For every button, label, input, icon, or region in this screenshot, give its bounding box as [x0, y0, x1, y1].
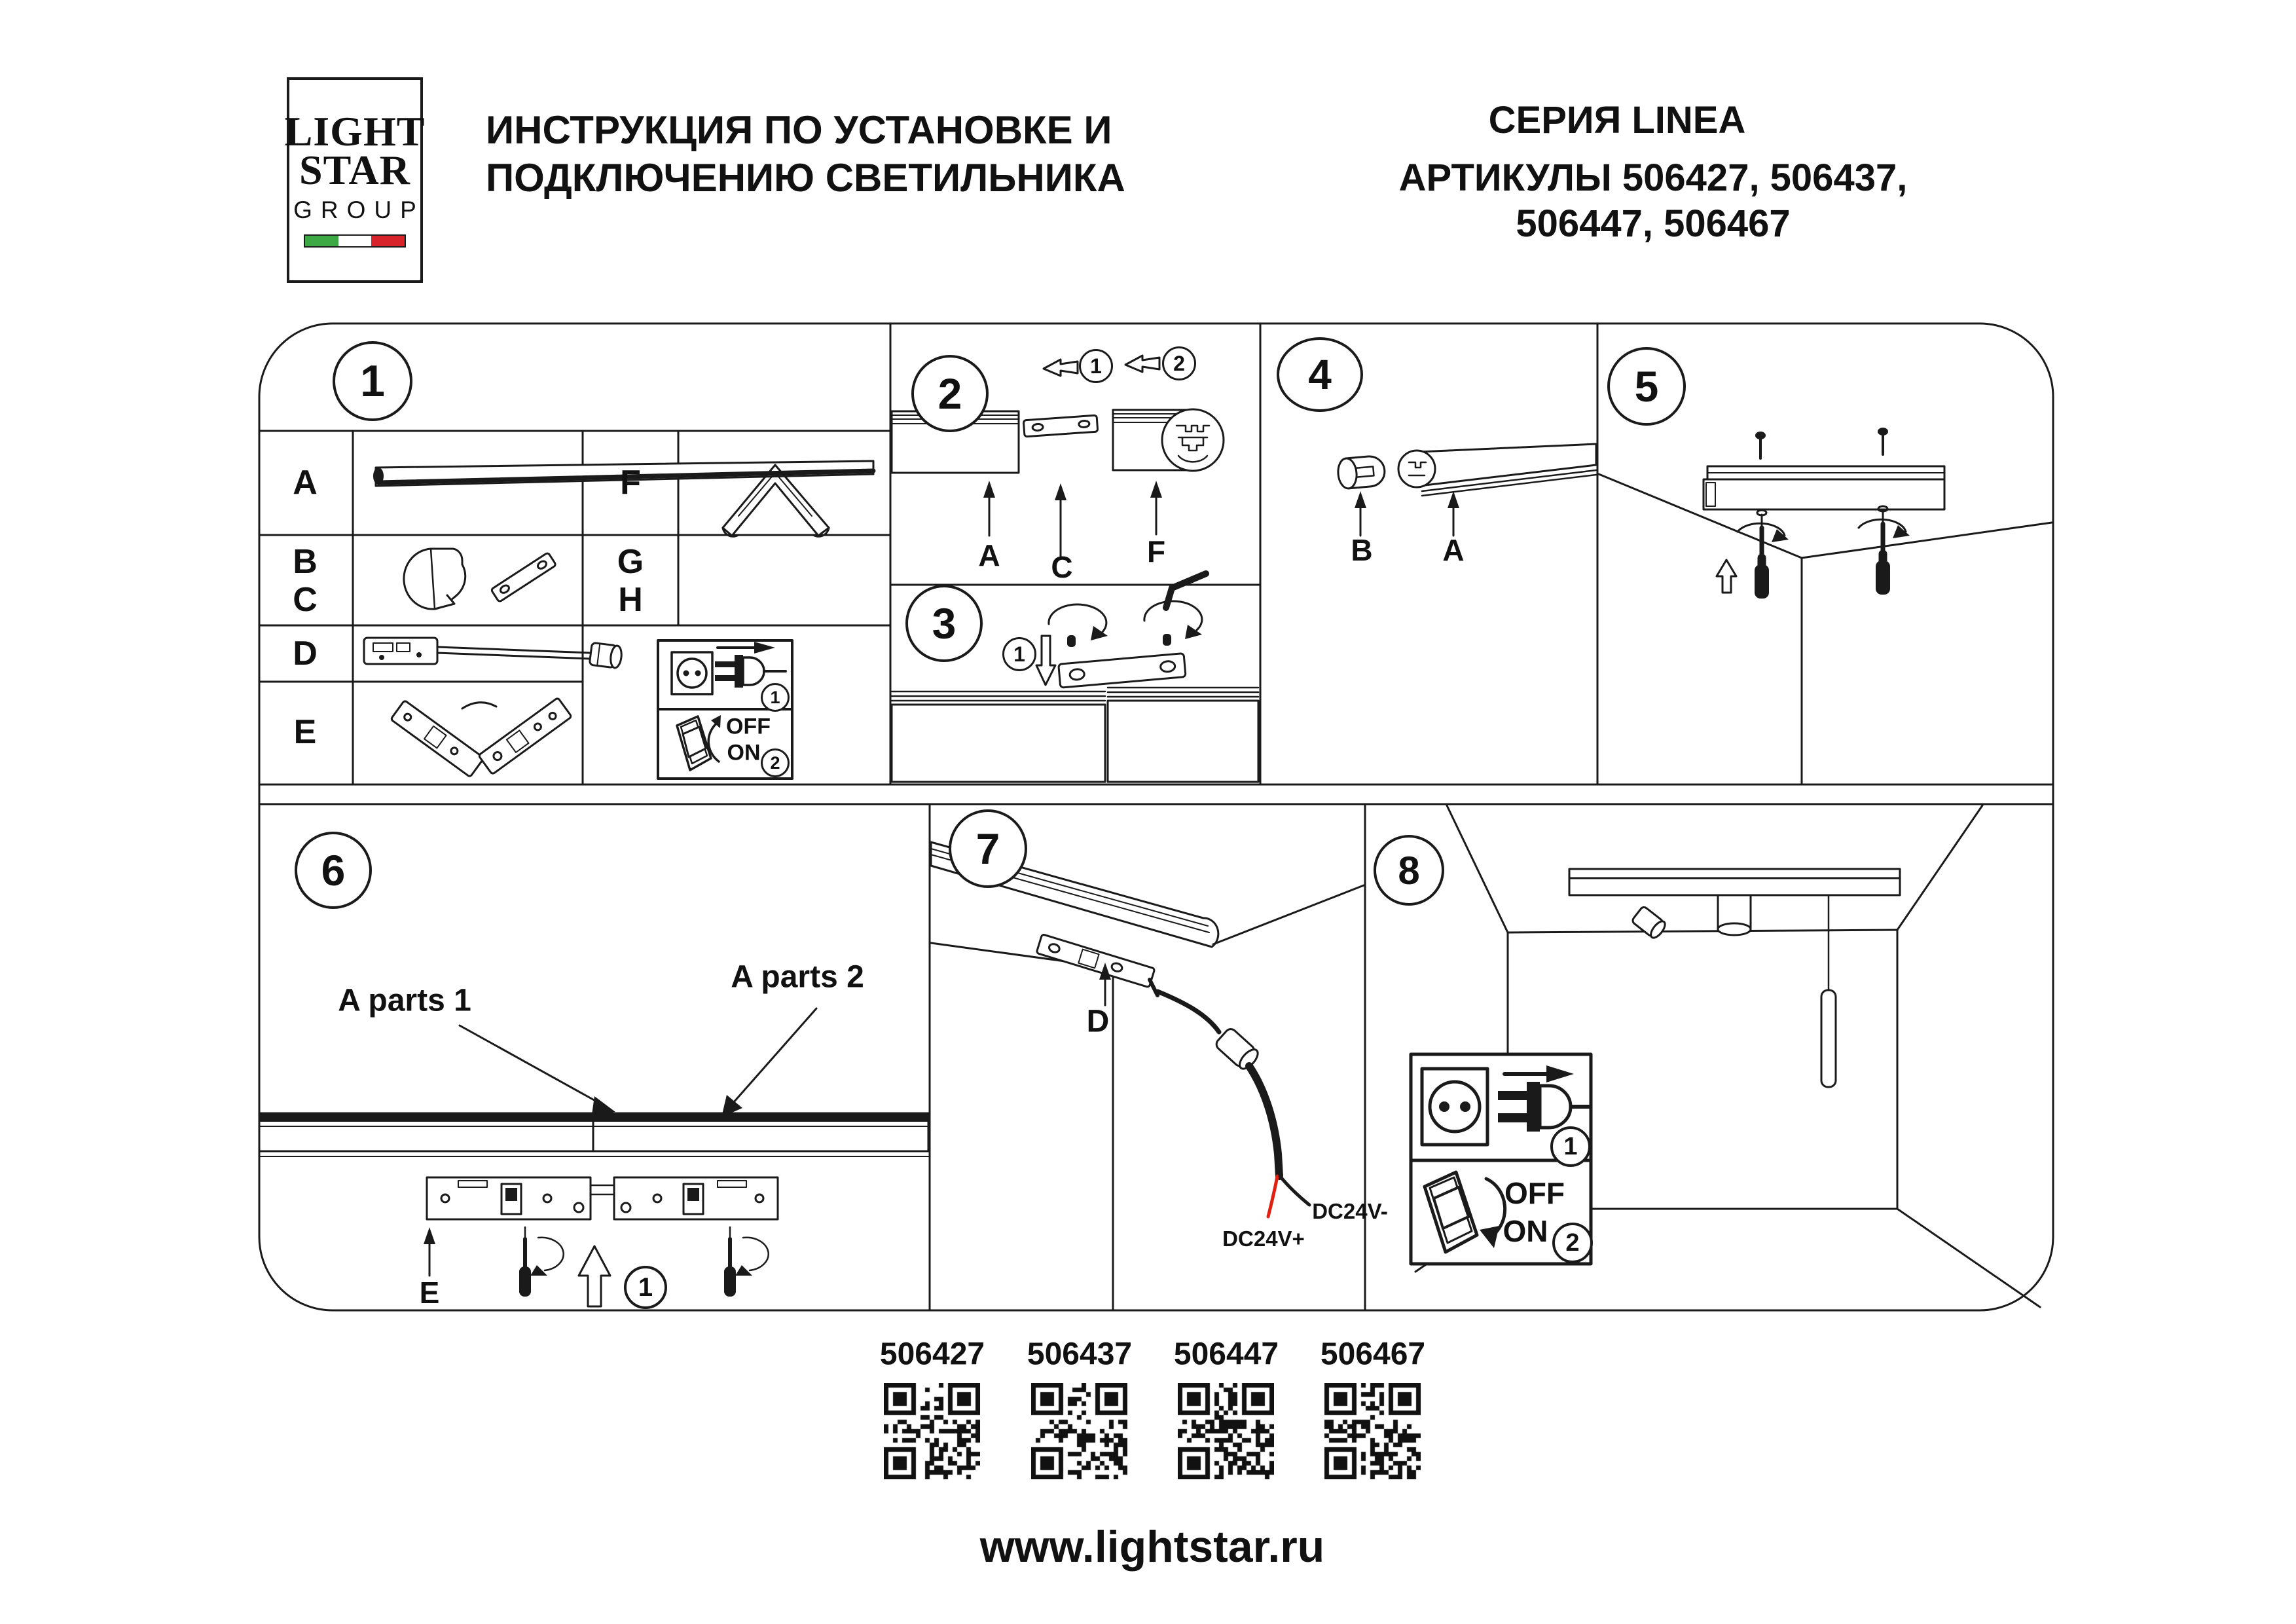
part-label-e: E [293, 713, 317, 751]
label-dc24v-minus: DC24V- [1312, 1199, 1388, 1223]
puck-light-icon [1718, 895, 1751, 935]
part-label-d: D [293, 635, 318, 673]
hollow-arrow-left-icon [1125, 356, 1159, 372]
callout-e: E [419, 1276, 440, 1310]
part-d-feed-icon [364, 638, 623, 669]
badge-1: 1 [1002, 637, 1036, 671]
endcap-b-icon [1337, 455, 1386, 489]
badge-1: 1 [1079, 349, 1113, 383]
badge-1: 1 [761, 683, 790, 712]
badge-2: 2 [761, 748, 790, 777]
switch-off-label: OFF [1504, 1176, 1565, 1210]
callout-b: B [1351, 533, 1373, 567]
step-1-number: 1 [333, 341, 412, 421]
cable-coupler-icon [1214, 1027, 1261, 1073]
callout-f: F [1146, 534, 1166, 568]
connector-e-icon [427, 1177, 778, 1219]
callout-a: A [978, 538, 1000, 572]
wire-minus [1280, 1176, 1309, 1205]
step5-drawing [1599, 429, 2052, 783]
socket-icon [672, 652, 712, 694]
hollow-arrow-left-icon [1044, 360, 1078, 376]
part-label-g: G [617, 543, 644, 581]
title-line-1: ИНСТРУКЦИЯ ПО УСТАНОВКЕ И [486, 108, 1112, 152]
label-a-parts-1: A parts 1 [338, 983, 471, 1018]
articles-line-1: АРТИКУЛЫ 506427, 506437, [1398, 157, 1908, 199]
website-url: www.lightstar.ru [979, 1522, 1325, 1572]
qr-label-506447: 506447 [1173, 1337, 1279, 1372]
step-2-number: 2 [911, 355, 989, 432]
callout-c: C [1051, 550, 1073, 584]
socket-icon [1422, 1069, 1487, 1145]
part-label-h: H [618, 581, 643, 619]
part-label-a: A [293, 464, 318, 502]
step-4-number: 4 [1277, 337, 1363, 412]
pendant-light-icon [1821, 895, 1836, 1087]
logo-word-light: LIGHT [284, 108, 426, 155]
spot-light-icon [1631, 906, 1668, 940]
part-c-strip-icon [491, 553, 556, 602]
power-cable [1249, 1066, 1279, 1176]
screwdriver-icon [1859, 506, 1910, 595]
badge-1: 1 [624, 1266, 667, 1309]
screwdriver-icon [724, 1227, 769, 1297]
part-label-f: F [620, 464, 641, 502]
qr-label-506467: 506467 [1320, 1337, 1426, 1372]
part-e-flex-icon [391, 697, 572, 777]
step-6-number: 6 [295, 832, 372, 909]
qr-label-506427: 506427 [879, 1337, 985, 1372]
part-label-b: B [293, 543, 318, 581]
callout-d: D [1086, 1004, 1110, 1039]
screw-icon [1879, 429, 1887, 454]
title-line-2: ПОДКЛЮЧЕНИЮ СВЕТИЛЬНИКА [486, 156, 1125, 200]
part-b-endcap-icon [404, 549, 465, 609]
qr-code [1031, 1383, 1127, 1479]
badge-2: 2 [1552, 1223, 1593, 1263]
hollow-arrow-up-icon [579, 1246, 610, 1306]
qr-code [1178, 1383, 1274, 1479]
logo-word-star: STAR [299, 147, 410, 193]
logo-word-group: GROUP [293, 196, 425, 223]
qr-code [884, 1383, 980, 1479]
qr-label-506437: 506437 [1027, 1337, 1133, 1372]
screwdriver-icon [519, 1227, 564, 1297]
screwdriver-icon [1738, 510, 1789, 599]
qr-code [1324, 1383, 1421, 1479]
step-8-number: 8 [1374, 835, 1444, 906]
part-label-c: C [293, 581, 318, 619]
switch-on-label: ON [1503, 1214, 1548, 1248]
wire-plus [1268, 1176, 1277, 1217]
badge-2: 2 [1162, 346, 1196, 380]
badge-1: 1 [1550, 1126, 1591, 1167]
screw-icon [1757, 433, 1764, 458]
step4-drawing [1337, 444, 1596, 536]
label-a-parts-2: A parts 2 [731, 959, 864, 995]
step6-drawing [259, 1008, 928, 1306]
switch-on-label: ON [727, 740, 761, 766]
callout-a: A [1442, 533, 1465, 567]
articles-line-2: 506447, 506467 [1516, 202, 1791, 245]
step-5-number: 5 [1607, 347, 1686, 426]
label-dc24v-plus: DC24V+ [1222, 1227, 1305, 1251]
hollow-arrow-down-icon [1036, 636, 1055, 685]
switch-off-label: OFF [726, 714, 771, 739]
step-7-number: 7 [949, 809, 1027, 888]
hollow-arrow-up-icon [1717, 560, 1736, 593]
step-3-number: 3 [905, 585, 983, 662]
series-label: СЕРИЯ LINEA [1488, 99, 1746, 141]
